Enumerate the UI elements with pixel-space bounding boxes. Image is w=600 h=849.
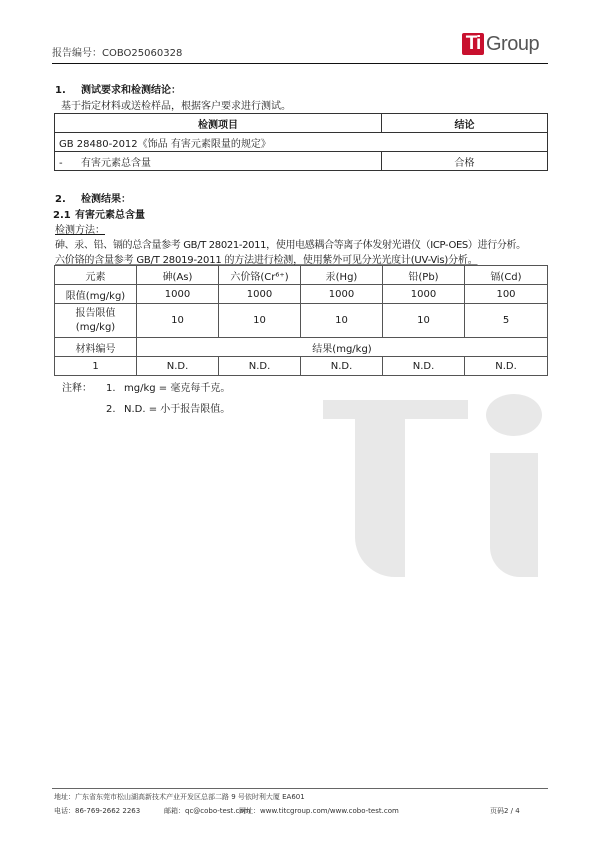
watermark-i-stem bbox=[490, 453, 538, 577]
report-limit-label bbox=[55, 304, 137, 338]
table-row bbox=[55, 152, 548, 171]
logo-text: Group bbox=[486, 32, 540, 55]
limit-label: 限值(mg/kg) bbox=[55, 285, 137, 304]
footer-address: 地址：广东省东莞市松山湖高新技术产业开发区总部二路 9 号依时利大厦 EA601 bbox=[54, 793, 305, 801]
section2-1-heading bbox=[53, 206, 145, 221]
standard-cell: GB 28480-2012《饰品 有害元素限量的规定》 bbox=[55, 133, 548, 152]
watermark-i-dot bbox=[486, 394, 542, 436]
report-number-value: COBO25060328 bbox=[102, 48, 183, 59]
footer-page-number: 页码2 / 4 bbox=[490, 807, 520, 815]
watermark-t-stem bbox=[355, 410, 405, 577]
table-header-row bbox=[55, 114, 548, 133]
element-cr6: 六价铬(Cr⁶⁺) bbox=[219, 266, 301, 285]
limit-pb: 1000 bbox=[383, 285, 465, 304]
header-conclusion: 结论 bbox=[382, 114, 548, 133]
element-row bbox=[55, 266, 548, 285]
logo-mark: Ti bbox=[462, 33, 484, 55]
result-cd: N.D. bbox=[465, 357, 548, 376]
report-limit-cd: 5 bbox=[465, 304, 548, 338]
result-cr6: N.D. bbox=[219, 357, 301, 376]
conclusion-cell: 合格 bbox=[382, 152, 548, 171]
header-test-item: 检测项目 bbox=[55, 114, 382, 133]
results-table bbox=[54, 265, 548, 376]
element-pb: 铅(Pb) bbox=[383, 266, 465, 285]
report-number-label: 报告编号： bbox=[52, 48, 102, 59]
element-cd: 镉(Cd) bbox=[465, 266, 548, 285]
footer-phone: 电话：86-769-2662 2263 bbox=[54, 807, 141, 815]
section1-intro: 基于指定材料或送检样品，根据客户要求进行测试。 bbox=[61, 101, 291, 112]
section2-1-title: 有害元素总含量 bbox=[75, 210, 145, 221]
report-limit-pb: 10 bbox=[383, 304, 465, 338]
report-limit-cr6: 10 bbox=[219, 304, 301, 338]
section1-heading bbox=[55, 81, 181, 96]
note-2-text: N.D. = 小于报告限值。 bbox=[124, 404, 231, 415]
report-limit-row bbox=[55, 304, 548, 338]
table-row bbox=[55, 133, 548, 152]
limit-hg: 1000 bbox=[301, 285, 383, 304]
note-1-number: 1. bbox=[106, 383, 116, 394]
report-limit-hg: 10 bbox=[301, 304, 383, 338]
material-header-row bbox=[55, 338, 548, 357]
limit-cd: 100 bbox=[465, 285, 548, 304]
test-item-cell bbox=[55, 152, 382, 171]
element-hg: 汞(Hg) bbox=[301, 266, 383, 285]
note-2 bbox=[106, 400, 230, 415]
footer-website: 网址：www.titcgroup.com/www.cobo-test.com bbox=[239, 807, 399, 815]
section2-title: 检测结果： bbox=[81, 194, 131, 205]
item-prefix: - bbox=[59, 157, 63, 169]
footer-divider bbox=[52, 788, 548, 789]
result-hg: N.D. bbox=[301, 357, 383, 376]
element-as: 砷(As) bbox=[137, 266, 219, 285]
note-1-text: mg/kg = 毫克每千克。 bbox=[124, 383, 231, 394]
note-1 bbox=[106, 379, 230, 394]
method-line-1: 砷、汞、铅、镉的总含量参考 GB/T 28021-2011，使用电感耦合等离子体发射光谱仪（ICP-OES）进行分析。 bbox=[55, 240, 526, 251]
element-label: 元素 bbox=[55, 266, 137, 285]
section1-number: 1. bbox=[55, 85, 66, 96]
report-number bbox=[52, 44, 182, 59]
note-2-number: 2. bbox=[106, 404, 116, 415]
footer-email: 邮箱：qc@cobo-test.com bbox=[164, 807, 251, 815]
report-limit-label-line2: (mg/kg) bbox=[75, 321, 116, 333]
item-name: 有害元素总含量 bbox=[81, 157, 151, 169]
table-row bbox=[55, 357, 548, 376]
section2-1-number: 2.1 bbox=[53, 210, 71, 221]
result-as: N.D. bbox=[137, 357, 219, 376]
material-label: 材料编号 bbox=[55, 338, 137, 357]
report-limit-as: 10 bbox=[137, 304, 219, 338]
result-label: 结果(mg/kg) bbox=[137, 338, 548, 357]
limit-row bbox=[55, 285, 548, 304]
section2-heading bbox=[55, 190, 131, 205]
notes-label: 注释： bbox=[62, 383, 92, 394]
material-id: 1 bbox=[55, 357, 137, 376]
header-divider bbox=[52, 63, 548, 64]
limit-cr6: 1000 bbox=[219, 285, 301, 304]
limit-as: 1000 bbox=[137, 285, 219, 304]
conclusion-table bbox=[54, 113, 548, 171]
report-limit-label-line1: 报告限值 bbox=[75, 307, 116, 319]
result-pb: N.D. bbox=[383, 357, 465, 376]
method-label: 检测方法： bbox=[55, 225, 105, 236]
method-line-2: 六价铬的含量参考 GB/T 28019-2011 的方法进行检测，使用紫外可见分光光度计(UV-Vis)分析。 bbox=[55, 255, 478, 266]
section1-title: 测试要求和检测结论： bbox=[81, 85, 181, 96]
section2-number: 2. bbox=[55, 194, 66, 205]
company-logo bbox=[462, 33, 539, 55]
